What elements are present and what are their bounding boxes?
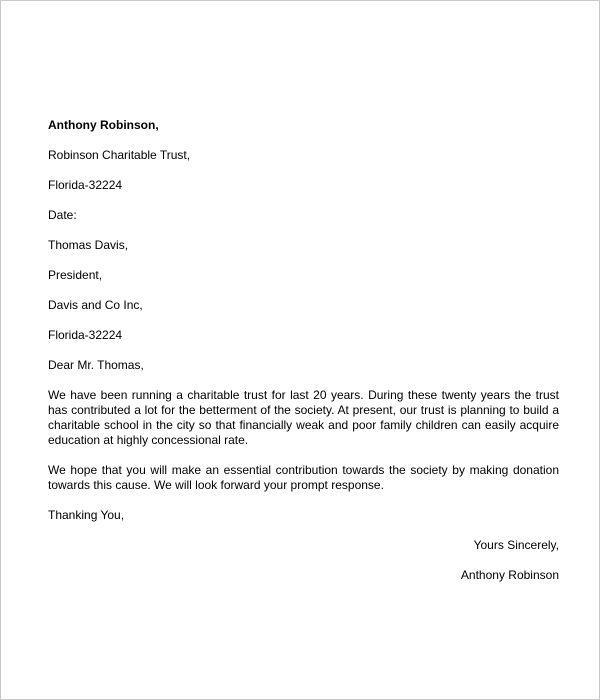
body-paragraph-2: We hope that you will make an essential contribution towards the society by making donation towards this cause. We will look forward your prompt response.: [48, 463, 559, 492]
date-label: Date:: [48, 208, 77, 222]
salutation: Dear Mr. Thomas,: [48, 358, 144, 372]
recipient-company: Davis and Co Inc,: [48, 298, 143, 312]
closing-line: Yours Sincerely,: [473, 538, 559, 552]
sender-name: Anthony Robinson,: [48, 118, 159, 132]
recipient-name: Thomas Davis,: [48, 238, 129, 252]
letter-body: [48, 118, 559, 583]
recipient-title: President,: [48, 268, 103, 282]
thanks-line: Thanking You,: [48, 508, 125, 522]
sender-organization: Robinson Charitable Trust,: [48, 148, 191, 162]
recipient-location: Florida-32224: [48, 328, 123, 342]
sender-location: Florida-32224: [48, 178, 123, 192]
signature-name: Anthony Robinson: [460, 568, 559, 582]
body-paragraph-1: We have been running a charitable trust for last 20 years. During these twenty years the trust has contributed a lot for the betterment of the society. At present, our trust is planning to build a charitable school in the city so that financially weak and poor family children can easily acquire education at highly concessional rate.: [48, 388, 559, 447]
